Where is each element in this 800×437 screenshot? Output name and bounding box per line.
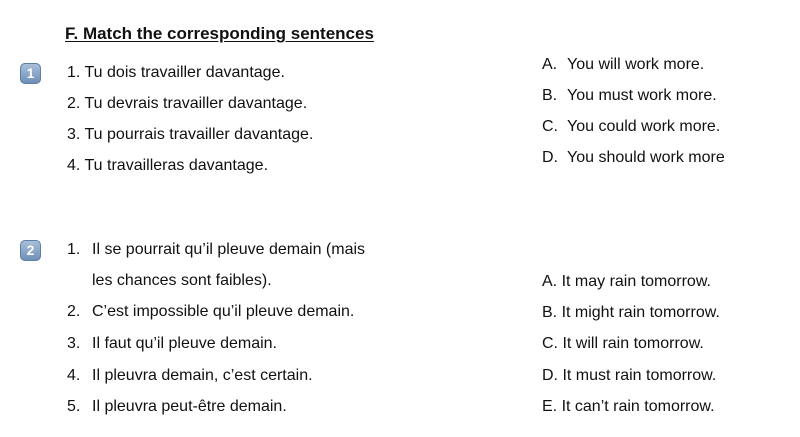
- list-item: 1. Tu dois travailler davantage.: [67, 64, 285, 81]
- item-letter: D.: [542, 149, 558, 166]
- item-text: Il pleuvra demain, c’est certain.: [92, 367, 313, 384]
- item-text: Il faut qu’il pleuve demain.: [92, 335, 277, 352]
- list-item: 2. Tu devrais travailler davantage.: [67, 95, 308, 112]
- item-text: les chances sont faibles).: [92, 272, 272, 289]
- item-text: You will work more.: [567, 56, 705, 73]
- list-item: [67, 397, 287, 417]
- section-2-badge: 2: [20, 240, 41, 261]
- item-text: You could work more.: [567, 118, 721, 135]
- list-item: [542, 86, 717, 106]
- list-item: B. It might rain tomorrow.: [542, 304, 720, 321]
- item-text: C’est impossible qu’il pleuve demain.: [92, 303, 355, 320]
- list-item: D. It must rain tomorrow.: [542, 367, 717, 384]
- list-item: [67, 334, 277, 354]
- item-number: 4.: [67, 367, 81, 384]
- list-item: [67, 302, 354, 322]
- item-number: 5.: [67, 398, 81, 415]
- list-item: [67, 366, 313, 386]
- item-letter: C.: [542, 118, 558, 135]
- item-text: You should work more: [567, 149, 725, 166]
- item-number: 3.: [67, 335, 81, 352]
- list-item: [67, 271, 272, 291]
- section-1-badge: 1: [20, 63, 41, 84]
- list-item: [542, 117, 720, 137]
- list-item: 4. Tu travailleras davantage.: [67, 157, 269, 174]
- item-number: 1.: [67, 241, 81, 258]
- list-item: [542, 55, 704, 75]
- item-number: 2.: [67, 303, 81, 320]
- item-text: Il se pourrait qu’il pleuve demain (mais: [92, 241, 366, 258]
- item-text: Il pleuvra peut-être demain.: [92, 398, 287, 415]
- item-letter: A.: [542, 56, 558, 73]
- item-letter: B.: [542, 87, 558, 104]
- worksheet-title: F. Match the corresponding sentences: [65, 24, 374, 43]
- list-item: E. It can’t rain tomorrow.: [542, 398, 715, 415]
- list-item: 3. Tu pourrais travailler davantage.: [67, 126, 314, 143]
- list-item: [542, 148, 725, 168]
- list-item: C. It will rain tomorrow.: [542, 335, 704, 352]
- item-text: You must work more.: [567, 87, 717, 104]
- list-item: [67, 240, 365, 260]
- list-item: A. It may rain tomorrow.: [542, 273, 711, 290]
